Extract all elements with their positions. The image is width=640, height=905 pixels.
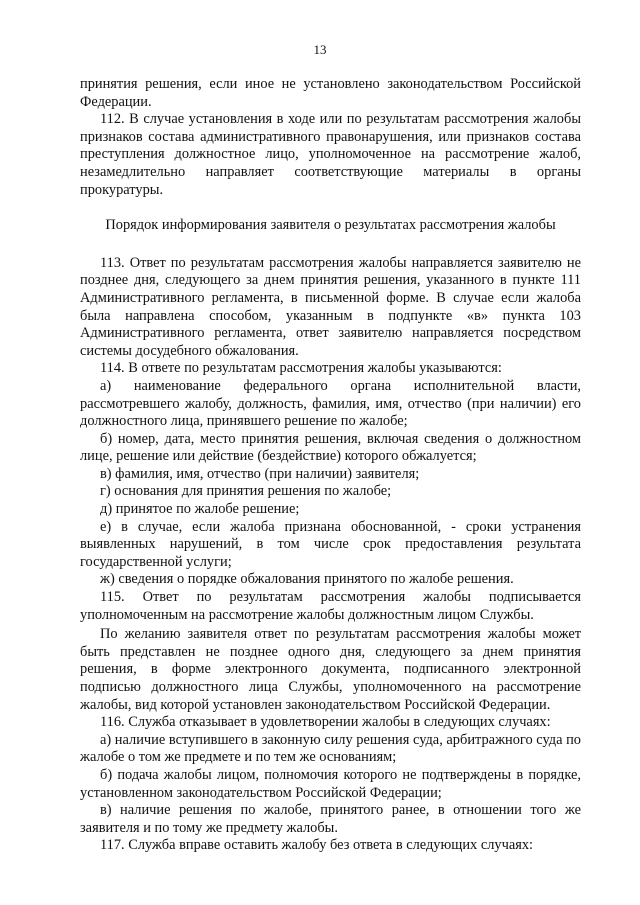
paragraph-113: 113. Ответ по результатам рассмотрения жалобы направляется заявителю не позднее дня, следующего за днем принятия решения, указанного в пункте 111 Административного регламента, в письменной форме. В случае если жалоба была направлена способом, указанным в подпункте «в» пункта 103 Административного регламента, ответ заявителю направляется посредством системы досудебного обжалования. [80, 254, 581, 359]
paragraph-117: 117. Служба вправе оставить жалобу без ответа в следующих случаях: [100, 837, 534, 854]
paragraph-116: 116. Служба отказывает в удовлетворении жалобы в следующих случаях: [100, 714, 551, 731]
paragraph-116-a: а) наличие вступившего в законную силу решения суда, арбитражного суда по жалобе о том же предмете и по тем же основаниям; [80, 731, 581, 766]
paragraph-115: 115. Ответ по результатам рассмотрения жалобы подписывается уполномоченным на рассмотрение жалобы должностным лицом Службы. [80, 589, 581, 623]
paragraph-114-e: е) в случае, если жалоба признана обоснованной, - сроки устранения выявленных нарушений, в том числе срок предоставления результата государственной услуги; [80, 518, 581, 570]
paragraph-114-d: д) принятое по жалобе решение; [100, 501, 300, 518]
document-body [80, 76, 581, 855]
paragraph-112: 112. В случае установления в ходе или по результатам рассмотрения жалобы признаков состава административного правонарушения, или признаков состава преступления должностное лицо, уполномоченное на рассмотрение жалоб, незамедлительно направляет соответствующие материалы в органы прокуратуры. [80, 111, 581, 198]
paragraph-114: 114. В ответе по результатам рассмотрения жалобы указываются: [100, 360, 502, 377]
paragraph-114-b: б) номер, дата, место принятия решения, включая сведения о должностном лице, решение или действие (бездействие) которого обжалуется; [80, 430, 581, 465]
paragraph-115-electronic: По желанию заявителя ответ по результатам рассмотрения жалобы может быть представлен не позднее одного дня, следующего за днем принятия решения, в форме электронного документа, подписанного электронной подписью должностного лица Службы, уполномоченного на рассмотрение жалобы, вид которой установлен законодательством Российской Федерации. [80, 626, 581, 713]
page-number: 13 [313, 42, 327, 57]
paragraph-114-g: г) основания для принятия решения по жалобе; [100, 483, 392, 500]
section-heading: Порядок информирования заявителя о результатах рассмотрения жалобы [105, 217, 556, 234]
paragraph-continuation: принятия решения, если иное не установлено законодательством Российской Федерации. [80, 76, 581, 110]
paragraph-114-zh: ж) сведения о порядке обжалования принятого по жалобе решения. [100, 571, 514, 588]
paragraph-116-b: б) подача жалобы лицом, полномочия которого не подтверждены в порядке, установленном законодательством Российской Федерации; [80, 766, 581, 801]
paragraph-114-a: а) наименование федерального органа исполнительной власти, рассмотревшего жалобу, должность, фамилия, имя, отчество (при наличии) его должностного лица, принявшего решение по жалобе; [80, 377, 581, 430]
paragraph-114-v: в) фамилия, имя, отчество (при наличии) заявителя; [100, 465, 420, 482]
paragraph-116-v: в) наличие решения по жалобе, принятого ранее, в отношении того же заявителя и по тому же предмету жалобы. [80, 802, 581, 836]
